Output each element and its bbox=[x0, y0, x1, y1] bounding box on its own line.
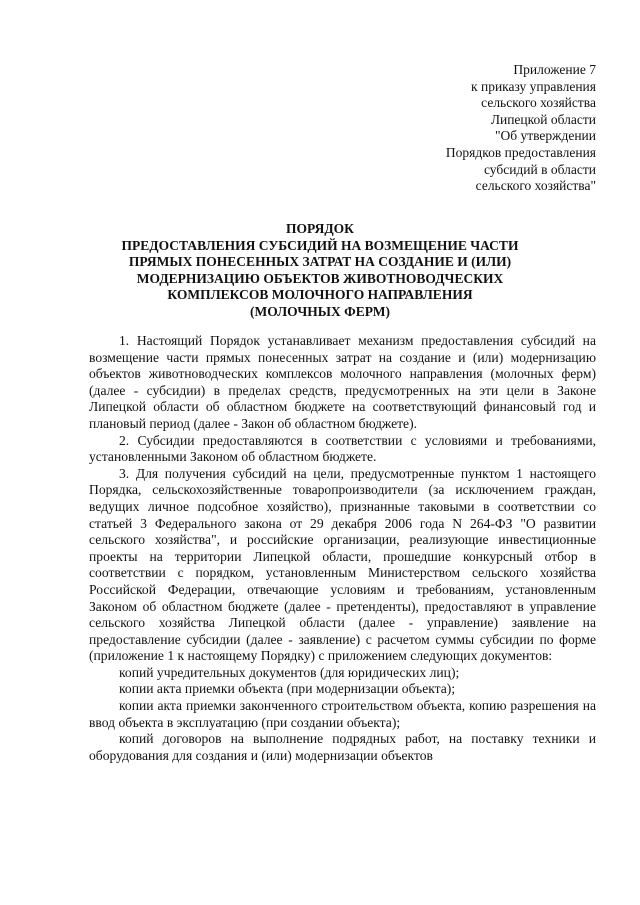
paragraph-1: 1. Настоящий Порядок устанавливает механизм предоставления субсидий на возмещение части прямых понесенных затрат на создание и (или) модернизацию объектов животноводческих комплексов молочного направления (молочных ферм) (далее - субсидии) в пределах средств, предусмотренных на эти цели в Законе Липецкой области об областном бюджете на соответствующий финансовый год и плановый период (далее - Закон об областном бюджете). bbox=[89, 333, 596, 431]
header-line: субсидий в области bbox=[483, 161, 596, 177]
list-item: копий договоров на выполнение подрядных работ, на поставку техники и оборудования для создания и (или) модернизации объектов bbox=[89, 731, 596, 763]
title-line: ПРЯМЫХ ПОНЕСЕННЫХ ЗАТРАТ НА СОЗДАНИЕ И (ИЛИ) bbox=[128, 254, 512, 270]
list-item: копий учредительных документов (для юридических лиц); bbox=[119, 664, 460, 680]
header-line: сельского хозяйства bbox=[481, 95, 596, 111]
header-line: Приложение 7 bbox=[513, 62, 596, 77]
header-line: "Об утверждении bbox=[494, 128, 596, 144]
list-item: копии акта приемки объекта (при модернизации объекта); bbox=[119, 681, 456, 697]
header-line: Липецкой области bbox=[490, 111, 596, 127]
header-line: сельского хозяйства" bbox=[475, 178, 596, 194]
document-title bbox=[88, 221, 552, 321]
title-line: МОДЕРНИЗАЦИЮ ОБЪЕКТОВ ЖИВОТНОВОДЧЕСКИХ bbox=[136, 270, 504, 286]
list-item: копии акта приемки законченного строительством объекта, копию разрешения на ввод объекта в эксплуатацию (при создании объекта); bbox=[89, 698, 596, 730]
title-line: (МОЛОЧНЫХ ФЕРМ) bbox=[250, 303, 390, 319]
appendix-header bbox=[446, 62, 596, 195]
paragraph-3: 3. Для получения субсидий на цели, предусмотренные пунктом 1 настоящего Порядка, сельскохозяйственные товаропроизводители (за исключением граждан, ведущих личное подсобное хозяйство), признанные таковыми в соответствии со статьей 3 Федерального закона от 29 декабря 2006 года N 264-ФЗ "О развитии сельского хозяйства", и российские организации, реализующие инвестиционные проекты на территории Липецкой области, прошедшие конкурсный отбор в соответствии с порядком, установленным Министерством сельского хозяйства Российской Федерации, отвечающие условиям и требованиям, установленным Законом об областном бюджете (далее - претенденты), предоставляют в управление сельского хозяйства Липецкой области (далее - управление) заявление на предоставление субсидии (далее - заявление) с расчетом суммы субсидии по форме (приложение 1 к настоящему Порядку) с приложением следующих документов: bbox=[89, 465, 596, 664]
document-body bbox=[89, 333, 596, 764]
title-line: КОМПЛЕКСОВ МОЛОЧНОГО НАПРАВЛЕНИЯ bbox=[167, 287, 473, 303]
title-line: ПОРЯДОК bbox=[286, 221, 354, 236]
header-line: Порядков предоставления bbox=[445, 144, 596, 160]
title-line: ПРЕДОСТАВЛЕНИЯ СУБСИДИЙ НА ВОЗМЕЩЕНИЕ ЧАСТИ bbox=[121, 237, 519, 253]
paragraph-2: 2. Субсидии предоставляются в соответствии с условиями и требованиями, установленными Законом об областном бюджете. bbox=[89, 432, 596, 465]
header-line: к приказу управления bbox=[471, 78, 596, 94]
